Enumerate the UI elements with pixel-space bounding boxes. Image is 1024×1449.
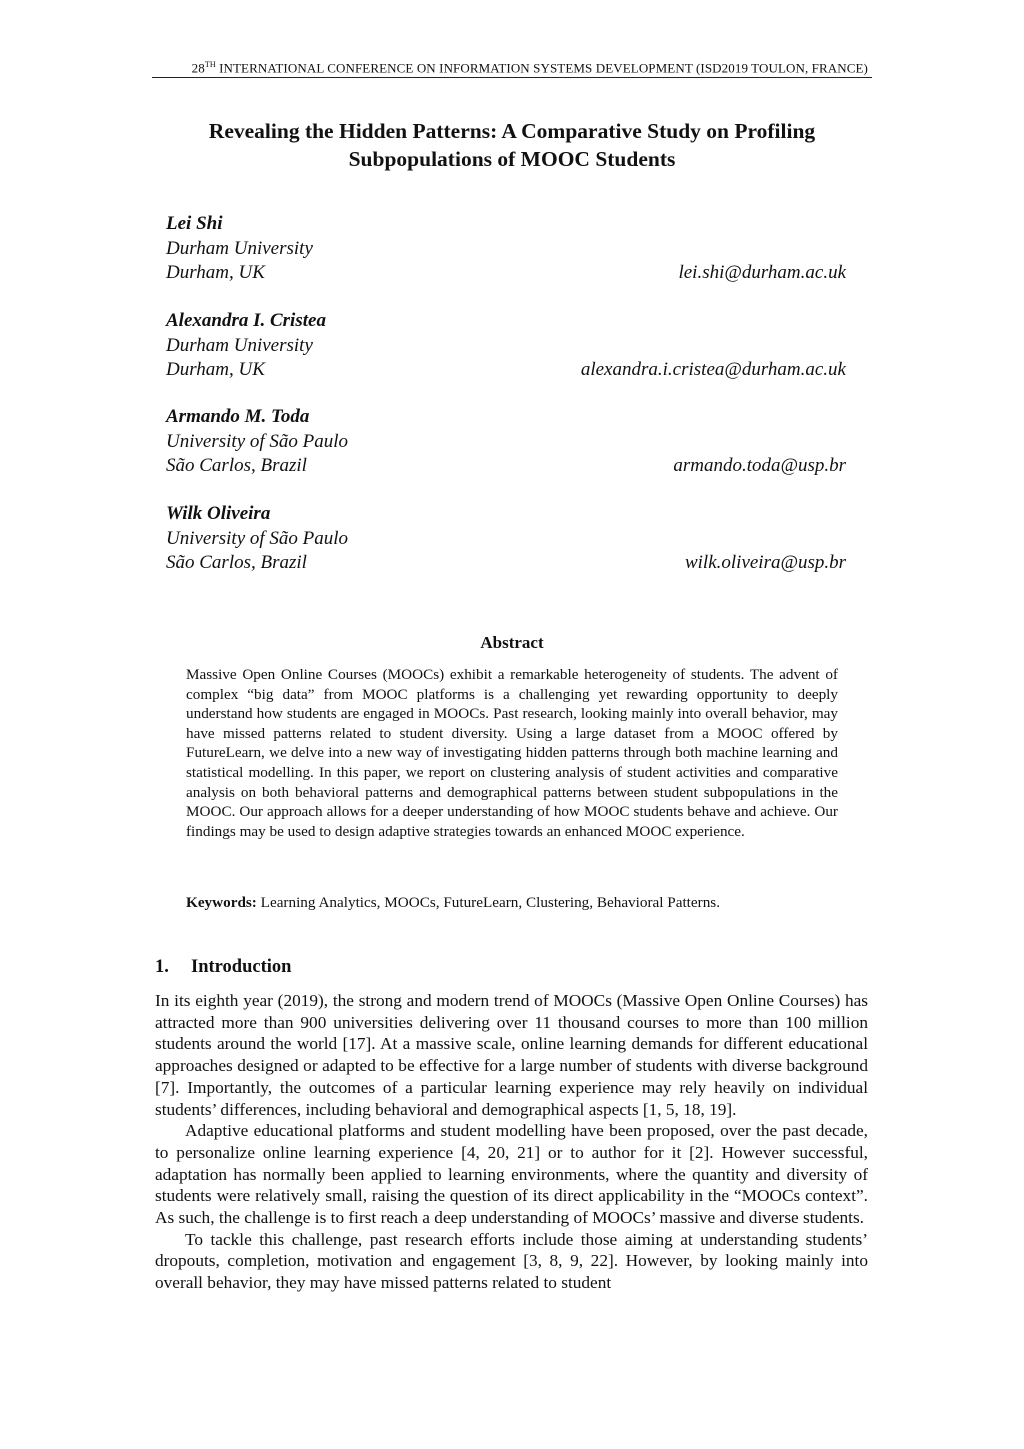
section-number: 1. [155, 957, 169, 977]
author-location: São Carlos, Brazil [166, 455, 307, 476]
author-email[interactable]: alexandra.i.cristea@durham.ac.uk [580, 359, 846, 380]
header-text: INTERNATIONAL CONFERENCE ON INFORMATION SYSTEMS DEVELOPMENT (ISD2019 TOULON, FRANCE) [215, 60, 868, 76]
paragraph: In its eighth year (2019), the strong and modern trend of MOOCs (Massive Open Online Courses) has attracted more than 900 universities delivering over 11 thousand courses to more than 100 million students around the world [17]. At a massive scale, online learning demands for different educational approaches designed or adapted to be effective for a large number of students with diverse background [7]. Importantly, the outcomes of a particular learning experience may rely heavily on individual students’ differences, including behavioral and demographical aspects [1, 5, 18, 19]. [155, 991, 868, 1119]
author-location: Durham, UK [166, 262, 265, 283]
keywords-list: Learning Analytics, MOOCs, FutureLearn, Clustering, Behavioral Patterns. [256, 894, 721, 911]
author-email[interactable]: armando.toda@usp.br [673, 455, 846, 476]
author-name: Lei Shi [166, 213, 223, 234]
section-heading [155, 957, 855, 978]
abstract-heading: Abstract [480, 633, 544, 652]
author-institution: Durham University [166, 334, 313, 356]
keywords-label: Keywords: [186, 894, 257, 911]
author-name: Alexandra I. Cristea [166, 310, 326, 331]
author-institution: Durham University [166, 237, 313, 259]
author-name: Armando M. Toda [166, 406, 310, 427]
author-location: São Carlos, Brazil [166, 552, 307, 573]
author-institution: University of São Paulo [166, 527, 349, 549]
abstract-text: Massive Open Online Courses (MOOCs) exhibit a remarkable heterogeneity of students. The advent of complex “big data” from MOOC platforms is a challenging yet rewarding opportunity to deeply understand how students are engaged in MOOCs. Past research, looking mainly into overall behavior, may have missed patterns related to student diversity. Using a large dataset from a MOOC offered by FutureLearn, we delve into a new way of investigating hidden patterns through both machine learning and statistical modelling. In this paper, we report on clustering analysis of student activities and comparative analysis on both behavioral patterns and demographical patterns between student subpopulations in the MOOC. Our approach allows for a deeper understanding of how MOOC students behave and achieve. Our findings may be used to design adaptive strategies towards an enhanced MOOC experience. [186, 666, 838, 840]
author-location: Durham, UK [166, 359, 265, 380]
header-prefix: 28 [191, 60, 205, 76]
author-email[interactable]: lei.shi@durham.ac.uk [678, 262, 846, 283]
running-header [152, 60, 872, 78]
author-institution: University of São Paulo [166, 430, 349, 452]
author-name: Wilk Oliveira [166, 503, 271, 524]
paper-title: Revealing the Hidden Patterns: A Comparative Study on Profiling Subpopulations of MOOC Students [208, 119, 816, 171]
paragraph: Adaptive educational platforms and student modelling have been proposed, over the past decade, to personalize online learning experience [4, 20, 21] or to author for it [2]. However successful, adaptation has normally been applied to learning environments, where the quantity and diversity of students were relatively small, raising the question of its direct applicability in the “MOOCs context”. As such, the challenge is to first reach a deep understanding of MOOCs’ massive and diverse students. [155, 1121, 868, 1228]
author-block [166, 212, 856, 286]
section-title: Introduction [191, 957, 292, 977]
author-email[interactable]: wilk.oliveira@usp.br [684, 552, 846, 573]
author-block [166, 502, 856, 576]
paragraph: To tackle this challenge, past research efforts include those aiming at understanding students’ dropouts, completion, motivation and engagement [3, 8, 9, 22]. However, by looking mainly into overall behavior, they may have missed patterns related to student [155, 1229, 868, 1293]
author-block [166, 405, 856, 479]
author-block [166, 309, 856, 383]
header-superscript: TH [204, 60, 216, 69]
section-body [155, 990, 868, 1294]
keywords-line [186, 893, 838, 913]
